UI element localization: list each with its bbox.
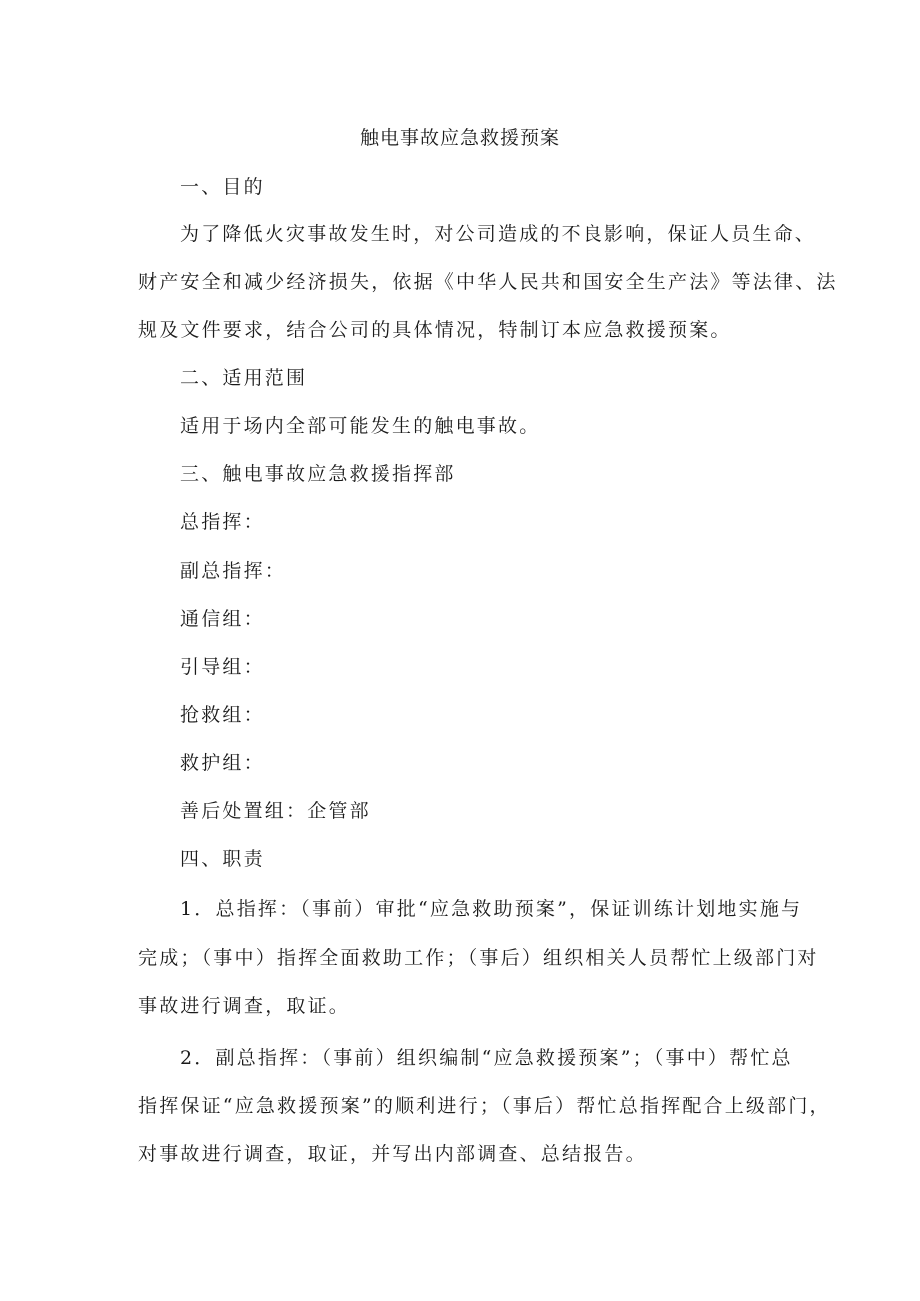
purpose-line-3: 规及文件要求，结合公司的具体情况，特制订本应急救援预案。	[138, 319, 732, 341]
role-item: 总指挥：	[180, 511, 265, 533]
duty-2-line-2: 指挥保证“应急救援预案”的顺利进行；（事后）帮忙总指挥配合上级部门，	[138, 1095, 831, 1117]
heading-scope: 二、适用范围	[180, 367, 308, 389]
role-item: 抢救组：	[180, 704, 265, 726]
scope-text: 适用于场内全部可能发生的触电事故。	[180, 415, 541, 437]
duty-1-line-3: 事故进行调查，取证。	[138, 995, 351, 1017]
heading-command: 三、触电事故应急救援指挥部	[180, 463, 456, 485]
duty-2-line-3: 对事故进行调查，取证，并写出内部调查、总结报告。	[138, 1143, 647, 1165]
purpose-line-1: 为了降低火灾事故发生时，对公司造成的不良影响，保证人员生命、	[180, 223, 817, 245]
duty-1-line-1: 1．总指挥：（事前）审批“应急救助预案”，保证训练计划地实施与	[180, 898, 803, 920]
role-item: 善后处置组：企管部	[180, 800, 371, 822]
role-item: 引导组：	[180, 656, 265, 678]
role-item: 救护组：	[180, 752, 265, 774]
purpose-line-2: 财产安全和减少经济损失，依据《中华人民共和国安全生产法》等法律、法	[138, 271, 838, 293]
heading-duties: 四、职责	[180, 848, 265, 870]
duty-1-line-2: 完成；（事中）指挥全面救助工作；（事后）组织相关人员帮忙上级部门对	[138, 947, 819, 969]
role-item: 副总指挥：	[180, 560, 287, 582]
duty-2-line-1: 2．副总指挥：（事前）组织编制“应急救援预案”；（事中）帮忙总	[180, 1047, 793, 1069]
document-title: 触电事故应急救援预案	[359, 127, 560, 149]
role-item: 通信组：	[180, 608, 265, 630]
heading-purpose: 一、目的	[180, 176, 265, 198]
